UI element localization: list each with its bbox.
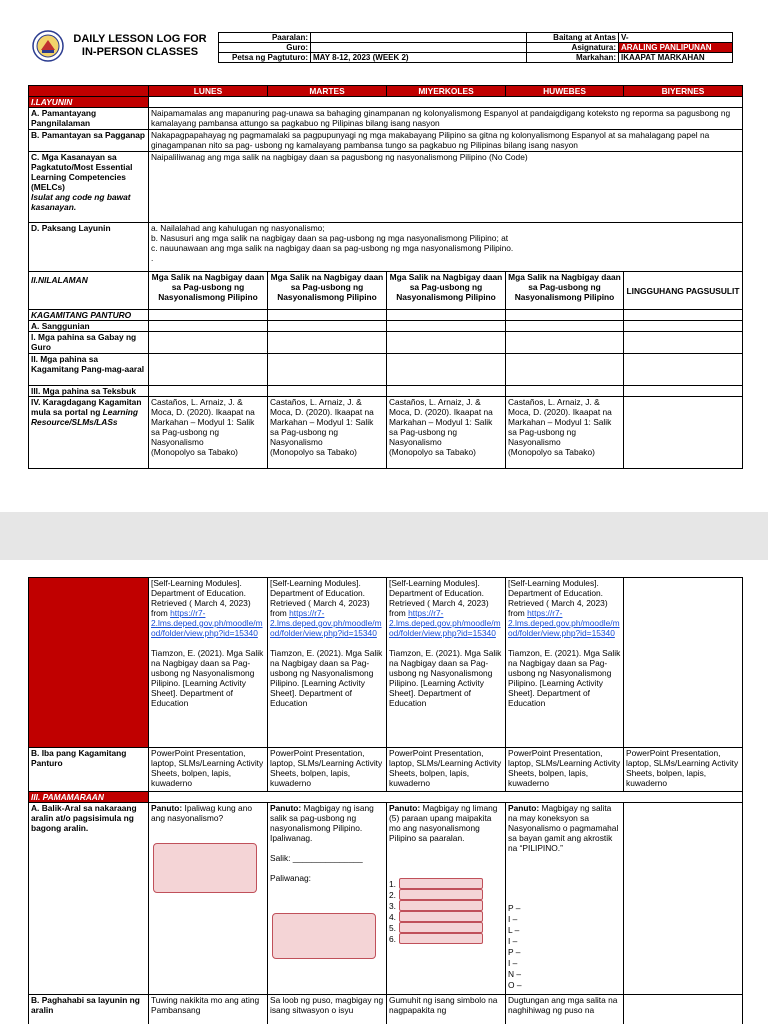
ref2-lunes — [149, 578, 268, 748]
layunin-section-blank — [149, 97, 743, 108]
balik-aral-martes — [268, 803, 387, 995]
acrostic-list — [508, 903, 522, 991]
nilalaman-topic-miyerkoles: Mga Salik na Nagbigay daan sa Pag-usbong ng Nasyonalismong Pilipino — [387, 272, 506, 310]
empty-cell — [387, 386, 506, 397]
baitang-value: V- — [619, 33, 733, 43]
ref-link[interactable]: https://r7-2.lms.deped.gov.ph/moodle/mod/folder/view.php?id=15340 — [508, 608, 620, 638]
petsa-label: Petsa ng Pagtuturo: — [219, 53, 311, 63]
panuto-label: Panuto: — [389, 803, 421, 813]
acrostic-letter: I – — [508, 914, 518, 924]
answer-field-5[interactable] — [399, 922, 483, 933]
empty-cell — [268, 321, 387, 332]
ref2-martes — [268, 578, 387, 748]
day-header-biyernes: BIYERNES — [624, 86, 743, 97]
panuto-label: Panuto: — [151, 803, 183, 813]
empty-cell — [506, 354, 624, 386]
guro-label: Guro: — [219, 43, 311, 53]
answer-field-6[interactable] — [399, 933, 483, 944]
paaralan-label: Paaralan: — [219, 33, 311, 43]
paksang-layunin-label: D. Paksang Layunin — [29, 223, 149, 272]
balik-aral-miyerkoles — [387, 803, 506, 995]
kagamitan-section-title: KAGAMITANG PANTURO — [29, 310, 149, 321]
pamantayan-pagganap-label: B. Pamantayan sa Pagganap — [29, 130, 149, 152]
ref2-miyerkoles — [387, 578, 506, 748]
guro-value — [311, 43, 527, 53]
karagdagang-kagamitan-italic: Learning Resource/SLMs/LASs — [31, 407, 139, 427]
list-number: 4. — [389, 912, 396, 922]
paliwanag-box[interactable] — [272, 913, 376, 959]
ref-huwebes — [506, 397, 624, 469]
melc-text: Naipaliliwanag ang mga salik na nagbigay daan sa pagusbong ng nasyonalismong Pilipino (No Code) — [149, 152, 743, 223]
acrostic-letter: I – — [508, 958, 518, 968]
empty-cell — [624, 321, 743, 332]
ref-martes — [268, 397, 387, 469]
asignatura-label: Asignatura: — [527, 43, 619, 53]
panuto-text: Magbigay ng salita na may koneksyon sa Nasyonalismo o pagmamahal sa bayan gamit ang akrostik na “PILIPINO.” — [508, 803, 619, 853]
ref-lunes — [149, 397, 268, 469]
empty-cell — [149, 332, 268, 354]
list-number: 6. — [389, 934, 396, 944]
panuto-label: Panuto: — [270, 803, 302, 813]
ref-tiamzon: Tiamzon, E. (2021). Mga Salik na Nagbigay daan sa Pag-usbong ng Nasyonalismong Pilipino. [Learning Activity Sheet]. Department of Education — [270, 648, 383, 708]
empty-cell — [506, 310, 624, 321]
nilalaman-topic-huwebes: Mga Salik na Nagbigay daan sa Pag-usbong ng Nasyonalismong Pilipino — [506, 272, 624, 310]
paksang-layunin-line: . — [151, 253, 154, 263]
empty-cell — [387, 354, 506, 386]
melc-note: Isulat ang code ng bawat kasanayan. — [31, 192, 131, 212]
pamamaraan-section-title: III. PAMAMARAAN — [29, 792, 149, 803]
iba-pang-kagamitan-lunes: PowerPoint Presentation, laptop, SLMs/Learning Activity Sheets, bolpen, lapis, kuwaderno — [149, 748, 268, 792]
ref-link[interactable]: https://r7-2.lms.deped.gov.ph/moodle/mod/folder/view.php?id=15340 — [151, 608, 263, 638]
karagdagang-kagamitan-label — [29, 397, 149, 469]
ref-tiamzon: Tiamzon, E. (2021). Mga Salik na Nagbigay daan sa Pag-usbong ng Nasyonalismong Pilipino. [Learning Activity Sheet]. Department of Education — [508, 648, 621, 708]
ref-slm: [Self-Learning Modules]. Department of Education. Retrieved ( March 4, 2023) from — [270, 578, 370, 618]
paghahabi-biyernes — [624, 995, 743, 1024]
ref-castanos: Castaños, L. Arnaiz, J. & Moca, D. (2020). Ikaapat na Markahan – Modyul 1: Salik sa Pag-usbong ng Nasyonalismo — [270, 397, 374, 447]
empty-cell — [149, 321, 268, 332]
panuto-label: Panuto: — [508, 803, 540, 813]
paksang-layunin-cell — [149, 223, 743, 272]
ref-tiamzon: Tiamzon, E. (2021). Mga Salik na Nagbigay daan sa Pag-usbong ng Nasyonalismong Pilipino. [Learning Activity Sheet]. Department of Education — [151, 648, 264, 708]
empty-cell — [624, 310, 743, 321]
markahan-label: Markahan: — [527, 53, 619, 63]
deped-seal-icon — [32, 30, 64, 62]
ref-link[interactable]: https://r7-2.lms.deped.gov.ph/moodle/mod/folder/view.php?id=15340 — [389, 608, 501, 638]
page-title: DAILY LESSON LOG FOR IN-PERSON CLASSES — [73, 33, 207, 58]
acrostic-letter: N – — [508, 969, 522, 979]
pamamaraan-blank — [149, 792, 743, 803]
paksang-layunin-line: a. Nailalahad ang kahulugan ng nasyonalismo; — [151, 223, 325, 233]
paghahabi-lunes: Tuwing nakikita mo ang ating Pambansang — [149, 995, 268, 1024]
panuto-text: Magbigay ng isang salik sa pag-usbong ng nasyonalismong Pilipino. Ipaliwanag. — [270, 803, 374, 843]
page-2 — [0, 560, 768, 1024]
empty-cell — [268, 310, 387, 321]
iba-pang-kagamitan-miyerkoles: PowerPoint Presentation, laptop, SLMs/Learning Activity Sheets, bolpen, lapis, kuwaderno — [387, 748, 506, 792]
empty-cell — [268, 332, 387, 354]
empty-cell — [149, 310, 268, 321]
ref-castanos: Castaños, L. Arnaiz, J. & Moca, D. (2020). Ikaapat na Markahan – Modyul 1: Salik sa Pag-usbong ng Nasyonalismo — [389, 397, 493, 447]
answer-box[interactable] — [153, 843, 257, 893]
lesson-log-table-continued — [28, 577, 743, 1024]
day-header-martes: MARTES — [268, 86, 387, 97]
continued-label-cell — [29, 578, 149, 748]
melc-label-cell — [29, 152, 149, 223]
empty-cell — [268, 386, 387, 397]
list-number: 1. — [389, 879, 396, 889]
karagdagang-kagamitan-text: IV. Karagdagang Kagamitan mula sa portal ng — [31, 397, 142, 417]
ref-miyerkoles — [387, 397, 506, 469]
paghahabi-miyerkoles: Gumuhit ng isang simbolo na nagpapakita ng — [387, 995, 506, 1024]
balik-aral-huwebes — [506, 803, 624, 995]
iba-pang-kagamitan-martes: PowerPoint Presentation, laptop, SLMs/Learning Activity Sheets, bolpen, lapis, kuwaderno — [268, 748, 387, 792]
ref-monopolyo: (Monopolyo sa Tabako) — [508, 447, 595, 457]
answer-field-3[interactable] — [399, 900, 483, 911]
pamantayang-pangnilalaman-label: A. Pamantayang Pangnilalaman — [29, 108, 149, 130]
ref-monopolyo: (Monopolyo sa Tabako) — [151, 447, 238, 457]
ref-castanos: Castaños, L. Arnaiz, J. & Moca, D. (2020). Ikaapat na Markahan – Modyul 1: Salik sa Pag-usbong ng Nasyonalismo — [151, 397, 255, 447]
empty-cell — [624, 332, 743, 354]
empty-cell — [387, 332, 506, 354]
paksang-layunin-line: b. Nasusuri ang mga salik na nagbigay daan sa pag-usbong ng mga nasyonalismong Pilipino; at — [151, 233, 509, 243]
paghahabi-label: B. Paghahabi sa layunin ng aralin — [29, 995, 149, 1024]
day-header-huwebes: HUWEBES — [506, 86, 624, 97]
nilalaman-topic-lunes: Mga Salik na Nagbigay daan sa Pag-usbong ng Nasyonalismong Pilipino — [149, 272, 268, 310]
empty-cell — [506, 332, 624, 354]
asignatura-value: ARALING PANLIPUNAN — [619, 43, 733, 53]
balik-aral-lunes — [149, 803, 268, 995]
empty-cell — [506, 321, 624, 332]
empty-cell — [506, 386, 624, 397]
header-info-table — [218, 32, 733, 63]
paaralan-value — [311, 33, 527, 43]
petsa-value: MAY 8-12, 2023 (WEEK 2) — [311, 53, 527, 63]
day-header-lunes: LUNES — [149, 86, 268, 97]
empty-cell — [149, 354, 268, 386]
melc-label: C. Mga Kasanayan sa Pagkatuto/Most Essential Learning Competencies (MELCs) — [31, 152, 133, 192]
answer-field-1[interactable] — [399, 878, 483, 889]
ref-biyernes — [624, 397, 743, 469]
sanggunian-label: A. Sanggunian — [29, 321, 149, 332]
acrostic-letter: P – — [508, 903, 521, 913]
ref-slm: [Self-Learning Modules]. Department of Education. Retrieved ( March 4, 2023) from — [389, 578, 489, 618]
nilalaman-lingguhang-pagsusulit: LINGGUHANG PAGSUSULIT — [624, 272, 743, 310]
panuto-text: Ipaliwag kung ano ang nasyonalismo? — [151, 803, 253, 823]
list-number: 3. — [389, 901, 396, 911]
markahan-value: IKAAPAT MARKAHAN — [619, 53, 733, 63]
day-header-miyerkoles: MIYERKOLES — [387, 86, 506, 97]
empty-cell — [387, 321, 506, 332]
nilalaman-topic-martes: Mga Salik na Nagbigay daan sa Pag-usbong ng Nasyonalismong Pilipino — [268, 272, 387, 310]
ref-monopolyo: (Monopolyo sa Tabako) — [389, 447, 476, 457]
balik-aral-label: A. Balik-Aral sa nakaraang aralin at/o pagsisimula ng bagong aralin. — [29, 803, 149, 995]
empty-cell — [624, 386, 743, 397]
list-number: 2. — [389, 890, 396, 900]
teksbuk-label: III. Mga pahina sa Teksbuk — [29, 386, 149, 397]
kagamitang-mag-aaral-label: II. Mga pahina sa Kagamitang Pang-mag-aaral — [29, 354, 149, 386]
corner-cell — [29, 86, 149, 97]
lesson-log-table — [28, 85, 743, 469]
empty-cell — [268, 354, 387, 386]
paliwanag-label: Paliwanag: — [270, 873, 311, 883]
pamantayan-pagganap-text: Nakapagpapahayag ng pagmamalaki sa pagpupunyagi ng mga makabayang Pilipino sa gitna ng kolonyalismong Espanyol at sa mahalagang papel na ginagampanan nito sa pag- usbong ng kamalayang pambansa tungo sa pagkabuo ng Pilipinas bilang isang nasyon — [149, 130, 743, 152]
acrostic-letter: L – — [508, 925, 520, 935]
gabay-guro-label: I. Mga pahina sa Gabay ng Guro — [29, 332, 149, 354]
balik-aral-biyernes — [624, 803, 743, 995]
ref-castanos: Castaños, L. Arnaiz, J. & Moca, D. (2020). Ikaapat na Markahan – Modyul 1: Salik sa Pag-usbong ng Nasyonalismo — [508, 397, 612, 447]
list-number: 5. — [389, 923, 396, 933]
ref-slm: [Self-Learning Modules]. Department of Education. Retrieved ( March 4, 2023) from — [151, 578, 251, 618]
paksang-layunin-line: c. nauunawaan ang mga salik na nagbigay daan sa pag-usbong ng mga nasyonalismong Pilipino. — [151, 243, 514, 253]
paghahabi-huwebes: Dugtungan ang mga salita na naghihiwag ng puso na — [506, 995, 624, 1024]
layunin-section-title: I.LAYUNIN — [29, 97, 149, 108]
pamantayang-pangnilalaman-text: Naipamamalas ang mapanuring pag-unawa sa bahaging ginampanan ng kolonyalismong Espanyol at pandaigdigang koteksto ng reporma sa pagusbong ng kamalayang pambansa attungo sa pagkabuo ng Pilipinas bilang isang nasyon — [149, 108, 743, 130]
iba-pang-kagamitan-huwebes: PowerPoint Presentation, laptop, SLMs/Learning Activity Sheets, bolpen, lapis, kuwaderno — [506, 748, 624, 792]
acrostic-letter: O – — [508, 980, 522, 990]
baitang-label: Baitang at Antas — [527, 33, 619, 43]
ref-monopolyo: (Monopolyo sa Tabako) — [270, 447, 357, 457]
ref-link[interactable]: https://r7-2.lms.deped.gov.ph/moodle/mod/folder/view.php?id=15340 — [270, 608, 382, 638]
iba-pang-kagamitan-biyernes: PowerPoint Presentation, laptop, SLMs/Learning Activity Sheets, bolpen, lapis, kuwaderno — [624, 748, 743, 792]
ref-tiamzon: Tiamzon, E. (2021). Mga Salik na Nagbigay daan sa Pag-usbong ng Nasyonalismong Pilipino. [Learning Activity Sheet]. Department of Education — [389, 648, 502, 708]
ref-slm: [Self-Learning Modules]. Department of Education. Retrieved ( March 4, 2023) from — [508, 578, 608, 618]
paghahabi-martes: Sa loob ng puso, magbigay ng isang sitwasyon o isyu — [268, 995, 387, 1024]
acrostic-letter: P – — [508, 947, 521, 957]
answer-field-2[interactable] — [399, 889, 483, 900]
ref2-huwebes — [506, 578, 624, 748]
empty-cell — [387, 310, 506, 321]
iba-pang-kagamitan-label: B. Iba pang Kagamitang Panturo — [29, 748, 149, 792]
panuto-text: Magbigay ng limang (5) paraan upang maipakita mo ang nasyonalismong Pilipino sa paaralan. — [389, 803, 498, 843]
acrostic-letter: I – — [508, 936, 518, 946]
ref2-biyernes — [624, 578, 743, 748]
answer-field-4[interactable] — [399, 911, 483, 922]
nilalaman-section-title: II.NILALAMAN — [29, 272, 149, 310]
empty-cell — [624, 354, 743, 386]
salik-line: Salik: _______________ — [270, 853, 363, 863]
empty-cell — [149, 386, 268, 397]
